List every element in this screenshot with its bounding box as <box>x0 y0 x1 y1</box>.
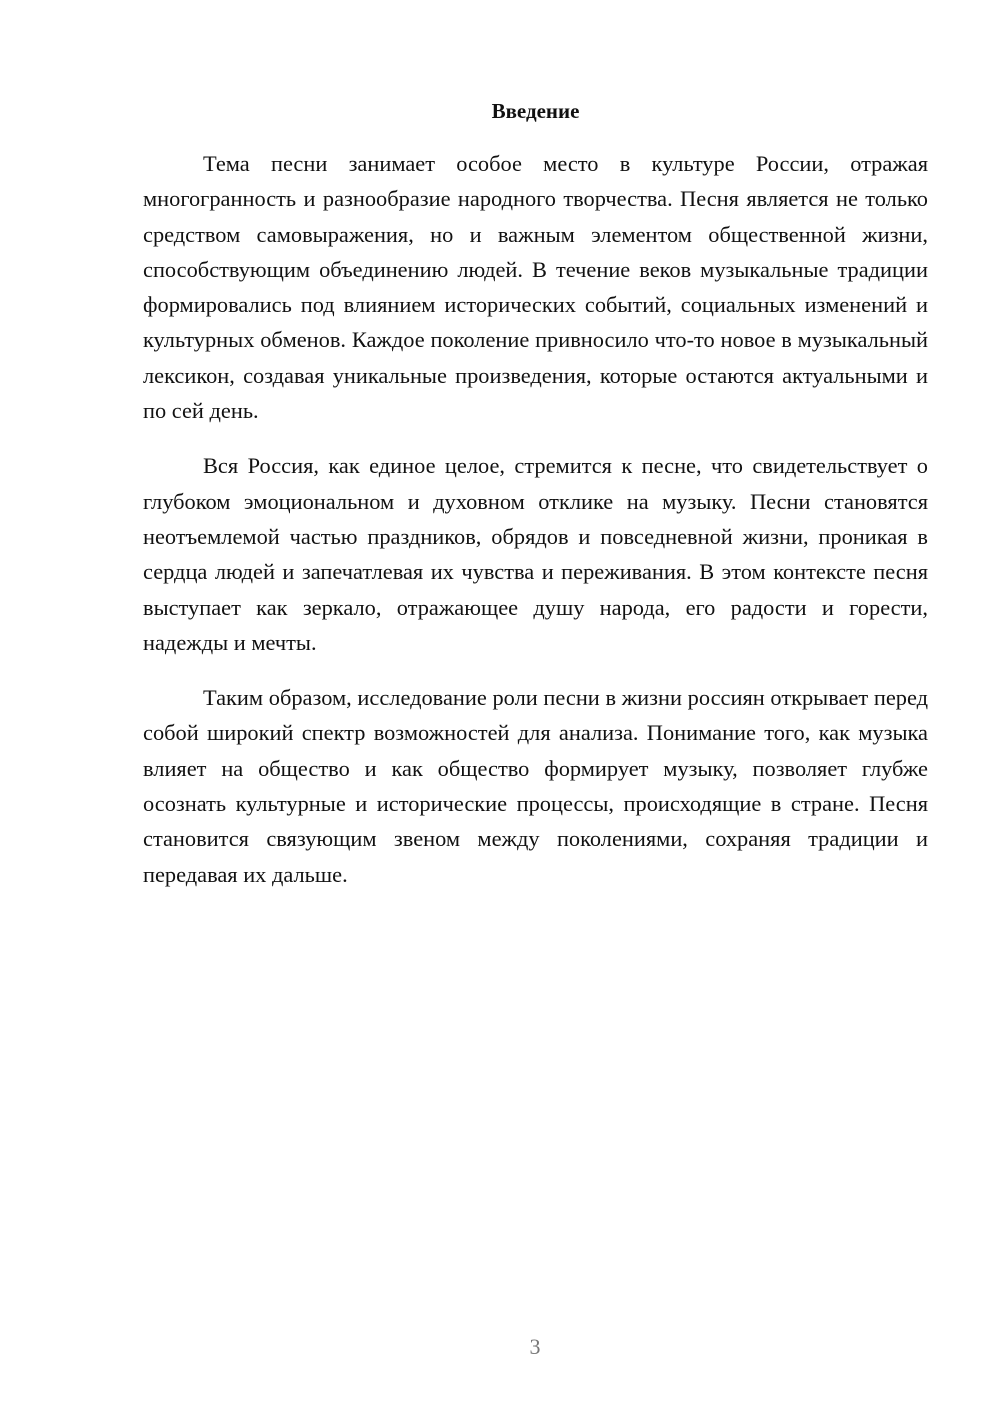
page-number: 3 <box>529 1334 541 1359</box>
paragraph-1: Тема песни занимает особое место в культуре России, отражая многогранность и разнообразие народного творчества. Песня является не только средством самовыражения, но и важным элементом общественной жизни, способствующим объединению людей. В течение веков музыкальные традиции формировались под влиянием исторических событий, социальных изменений и культурных обменов. Каждое поколение привносило что-то новое в музыкальный лексикон, создавая уникальные произведения, которые остаются актуальными и по сей день. <box>143 151 928 424</box>
page-content <box>143 94 928 892</box>
paragraph-3: Таким образом, исследование роли песни в жизни россиян открывает перед собой широкий спектр возможностей для анализа. Понимание того, как музыка влияет на общество и как общество формирует музыку, позволяет глубже осознать культурные и исторические процессы, происходящие в стране. Песня становится связующим звеном между поколениями, сохраняя традиции и передавая их дальше. <box>143 685 928 887</box>
paragraph-2: Вся Россия, как единое целое, стремится к песне, что свидетельствует о глубоком эмоциональном и духовном отклике на музыку. Песни становятся неотъемлемой частью праздников, обрядов и повседневной жизни, проникая в сердца людей и запечатлевая их чувства и переживания. В этом контексте песня выступает как зеркало, отражающее душу народа, его радости и горести, надежды и мечты. <box>143 453 928 655</box>
section-title: Введение <box>491 99 580 123</box>
